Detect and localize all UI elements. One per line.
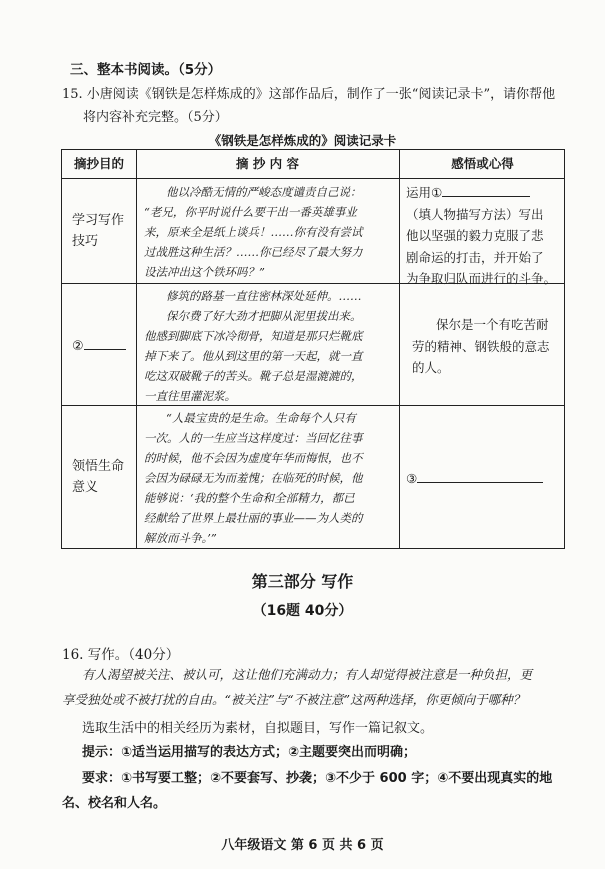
header-excerpt: 摘 抄 内 容	[235, 156, 300, 171]
row3-purpose: 领悟生命 意义	[72, 459, 125, 495]
row2-purpose: ②	[72, 336, 126, 357]
part-three-subtitle: （16题 40分）	[252, 603, 353, 619]
question-15-line-2: 将内容补充完整。（5分）	[83, 110, 228, 125]
reading-record-card	[61, 149, 565, 549]
row1-insight: 运用① （填人物描写方法）写出 他以坚强的毅力克服了悲 剧命运的打击，并开始了 为争取归队而进行的斗争。	[406, 185, 557, 286]
header-insight: 感悟或心得	[451, 156, 514, 171]
writing-requirements-line-1: 要求：①书写要工整；②不要套写、抄袭；③不少于 600 字；④不要出现真实的地	[82, 771, 553, 786]
header-purpose: 摘抄目的	[73, 156, 124, 171]
row2-excerpt: 修筑的路基一直往密林深处延伸。…… 保尔费了好大劲才把脚从泥里拔出来。 他感到脚底下冰冷彻骨，知道是那只烂靴底 掉下来了。他从到这里的第一天起，就一直 吃这双破靴子的苦头。靴子总是湿漉漉的， 一直往里灌泥浆。	[144, 289, 363, 403]
question-15-line-1: 15. 小唐阅读《钢铁是怎样炼成的》这部作品后，制作了一张“阅读记录卡”，请你帮他	[62, 87, 556, 102]
writing-tips: 提示：①适当运用描写的表达方式；②主题要突出而明确；	[82, 745, 417, 760]
writing-requirements-line-2: 名、校名和人名。	[62, 796, 167, 811]
row3-excerpt: “人最宝贵的是生命。生命每个人只有 一次。人的一生应当这样度过：当回忆往事 的时候，他不会因为虚度年华而悔恨，也不 会因为碌碌无为而羞愧；在临死的时候，他 能够说：‘我的整个生命和全部精力，都已 经献给了世界上最壮丽的事业——为人类的 解放而斗争。’”	[144, 411, 363, 545]
question-16-label: 16. 写作。（40分）	[62, 647, 180, 663]
page-footer: 八年级语文 第 6 页 共 6 页	[221, 838, 384, 853]
answer-blank-3[interactable]	[417, 482, 543, 483]
row2-insight: 保尔是一个有吃苦耐 劳的精神、钢铁般的意志 的人。	[412, 317, 550, 375]
row1-excerpt: 他以冷酷无情的严峻态度谴责自己说： “老兄，你平时说什么要干出一番英雄事业 来，原来全是纸上谈兵！……你有没有尝试 过战胜这种生活？……你已经尽了最大努力 设法冲出这个铁环吗？”	[144, 185, 363, 279]
prompt-paragraph-line-1: 有人渴望被关注、被认可，这让他们充满动力；有人却觉得被注意是一种负担，更	[82, 667, 533, 682]
card-title: 《钢铁是怎样炼成的》阅读记录卡	[208, 133, 397, 148]
answer-blank-2[interactable]	[84, 349, 126, 350]
row3-insight: ③	[402, 468, 562, 490]
part-three-title: 第三部分 写作	[251, 572, 354, 591]
prompt-paragraph-line-2: 享受独处或不被打扰的自由。“被关注”与“不被注意”这两种选择，你更倾向于哪种？	[62, 692, 526, 707]
prompt-instruction: 选取生活中的相关经历为素材，自拟题目，写作一篇记叙文。	[82, 721, 434, 736]
section-heading: 三、整本书阅读。（5分）	[70, 62, 222, 78]
answer-blank-1[interactable]	[442, 196, 530, 197]
row1-purpose: 学习写作 技巧	[72, 213, 125, 249]
